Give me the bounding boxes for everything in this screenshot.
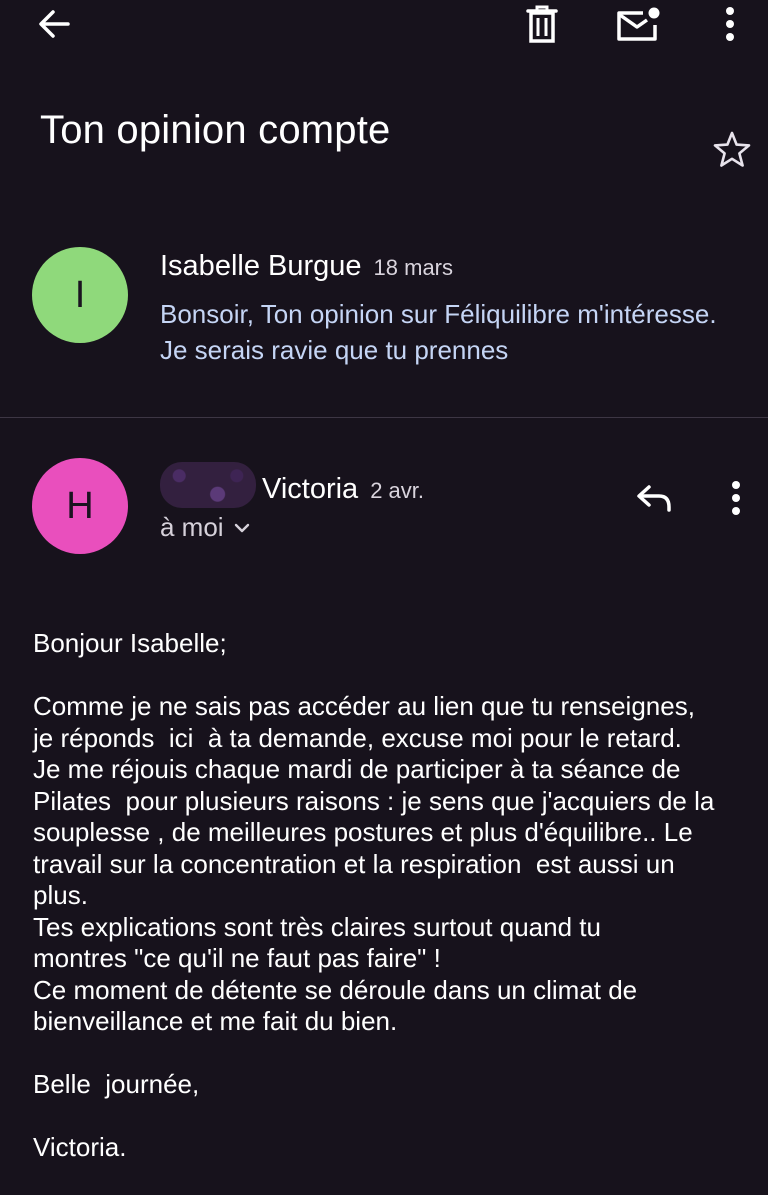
- message-more-button[interactable]: [720, 478, 752, 518]
- avatar: [32, 458, 128, 554]
- message-snippet: Bonsoir, Ton opinion sur Féliquilibre m'intéresse. Je serais ravie que tu prennes: [160, 299, 717, 365]
- star-button[interactable]: [710, 128, 754, 170]
- trash-icon: [526, 5, 558, 43]
- sender-line: [160, 452, 424, 506]
- message-body: Bonjour Isabelle; Comme je ne sais pas accéder au lien que tu renseignes, je réponds ici à ta demande, excuse moi pour le retard. Je me réjouis chaque mardi de participer à ta séance de Pilates pour plusieurs raisons : je sens que j'acquiers de la souplesse , de meilleures postures et plus d'équilibre.. Le travail sur la concentration et la respiration est aussi un plus. Tes explications sont très claires surtout quand tu montres "ce qu'il ne faut pas faire" ! Ce moment de détente se déroule dans un climat de bienveillance et me fait du bien. Belle journée, Victoria.: [33, 628, 715, 1162]
- message-date: 2 avr.: [370, 478, 424, 503]
- sender-name: Isabelle Burgue: [160, 250, 362, 282]
- email-subject: Ton opinion compte: [40, 108, 391, 152]
- recipient-toggle[interactable]: [160, 512, 250, 543]
- reply-button[interactable]: [630, 478, 678, 518]
- mail-unread-icon: [615, 5, 661, 43]
- star-outline-icon: [712, 130, 752, 168]
- more-vertical-icon: [731, 481, 741, 515]
- avatar-letter: H: [66, 484, 94, 527]
- sender-name: Victoria: [262, 473, 359, 505]
- chevron-down-icon: [234, 523, 250, 533]
- message-date: 18 mars: [373, 255, 454, 280]
- avatar-letter: I: [74, 273, 86, 316]
- delete-button[interactable]: [518, 0, 566, 48]
- arrow-left-icon: [36, 8, 72, 40]
- more-vertical-icon: [725, 7, 735, 41]
- divider: [0, 417, 768, 418]
- recipient-label: à moi: [160, 512, 224, 542]
- mark-unread-button[interactable]: [612, 2, 664, 46]
- more-options-button[interactable]: [712, 2, 748, 46]
- reply-icon: [635, 483, 673, 513]
- top-toolbar: [0, 0, 768, 50]
- avatar: [32, 247, 128, 343]
- back-button[interactable]: [30, 2, 78, 46]
- sender-line: [160, 250, 453, 283]
- redacted-name-scribble: [160, 462, 256, 508]
